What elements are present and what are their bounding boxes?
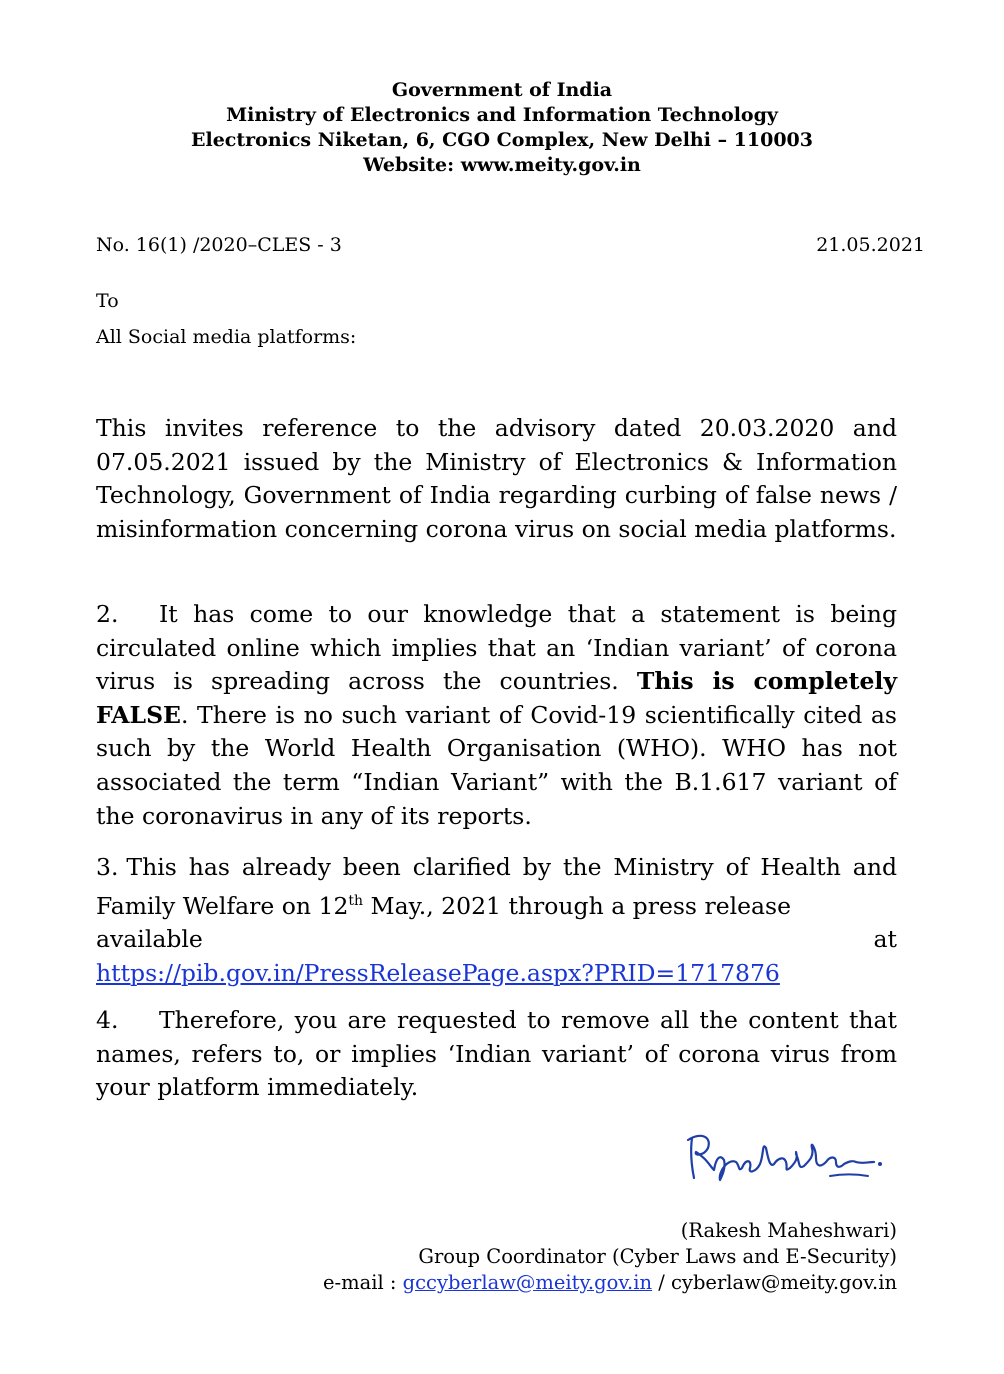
paragraph-2-text-a: It has come to our knowledge that a statement is being circulated online which implies that an ‘Indian variant’ of corona virus is spreading across the countries.	[96, 600, 897, 696]
paragraph-2-number: 2.	[96, 600, 119, 628]
paragraph-3-superscript: th	[348, 892, 364, 909]
email-label: e-mail :	[322, 1271, 403, 1294]
paragraph-3-at: at	[873, 925, 897, 954]
paragraph-3-available-line	[96, 923, 897, 957]
signatory-designation: Group Coordinator (Cyber Laws and E-Security)	[418, 1245, 897, 1268]
paragraph-4	[96, 1004, 897, 1105]
letterhead	[0, 78, 1004, 178]
paragraph-1-first-line-text: This invites reference to the advisory dated 20.03.2020 and	[96, 414, 897, 442]
letter-date: 21.05.2021	[816, 234, 925, 256]
letterhead-government: Government of India	[391, 79, 613, 101]
email-separator: /	[652, 1271, 672, 1294]
paragraph-3-number: 3.	[96, 853, 119, 881]
email-link-primary[interactable]: gccyberlaw@meity.gov.in	[402, 1271, 653, 1294]
signature-stroke	[688, 1136, 874, 1180]
letterhead-ministry: Ministry of Electronics and Information Technology	[226, 104, 778, 126]
paragraph-4-text: Therefore, you are requested to remove all the content that names, refers to, or implies ‘Indian variant’ of corona virus from your platform immediately.	[96, 1006, 897, 1102]
handwritten-signature	[680, 1118, 900, 1198]
to-label: To	[96, 290, 119, 312]
paragraph-3-available: available	[96, 925, 203, 954]
paragraph-1	[96, 412, 897, 546]
paragraph-4-number: 4.	[96, 1006, 119, 1034]
paragraph-2-emphasis: This is completely FALSE	[96, 667, 897, 729]
paragraph-3-text-b: May., 2021 through a press release	[363, 891, 792, 920]
paragraph-3-text-a: This has already been clarified by the Ministry of Health and Family Welfare on 12	[96, 853, 897, 920]
recipient: All Social media platforms:	[96, 326, 357, 348]
signatory-name: (Rakesh Maheshwari)	[680, 1219, 897, 1242]
signatory-email-line	[323, 1270, 897, 1296]
letterhead-website: Website: www.meity.gov.in	[363, 154, 641, 176]
paragraph-2-text-b: . There is no such variant of Covid-19 scientifically cited as such by the World Health Organisation (WHO). WHO has not associated the term “Indian Variant” with the B.1.617 variant of the coronavirus in any of its reports.	[96, 700, 897, 830]
signature-underline	[830, 1175, 868, 1177]
signature-dot	[878, 1162, 882, 1166]
signatory-block	[323, 1218, 897, 1296]
email-secondary: cyberlaw@meity.gov.in	[671, 1271, 897, 1294]
press-release-link[interactable]: https://pib.gov.in/PressReleasePage.aspx?PRID=1717876	[96, 958, 780, 987]
paragraph-2	[96, 598, 897, 833]
paragraph-3	[96, 851, 897, 990]
paragraph-1-first-line	[96, 412, 897, 446]
paragraph-1-text: 07.05.2021 issued by the Ministry of Electronics & Information Technology, Government of India regarding curbing of false news / misinformation concerning corona virus on social media platforms.	[96, 447, 897, 543]
letterhead-address: Electronics Niketan, 6, CGO Complex, New Delhi – 110003	[191, 129, 813, 151]
reference-number: No. 16(1) /2020–CLES - 3	[96, 234, 342, 256]
